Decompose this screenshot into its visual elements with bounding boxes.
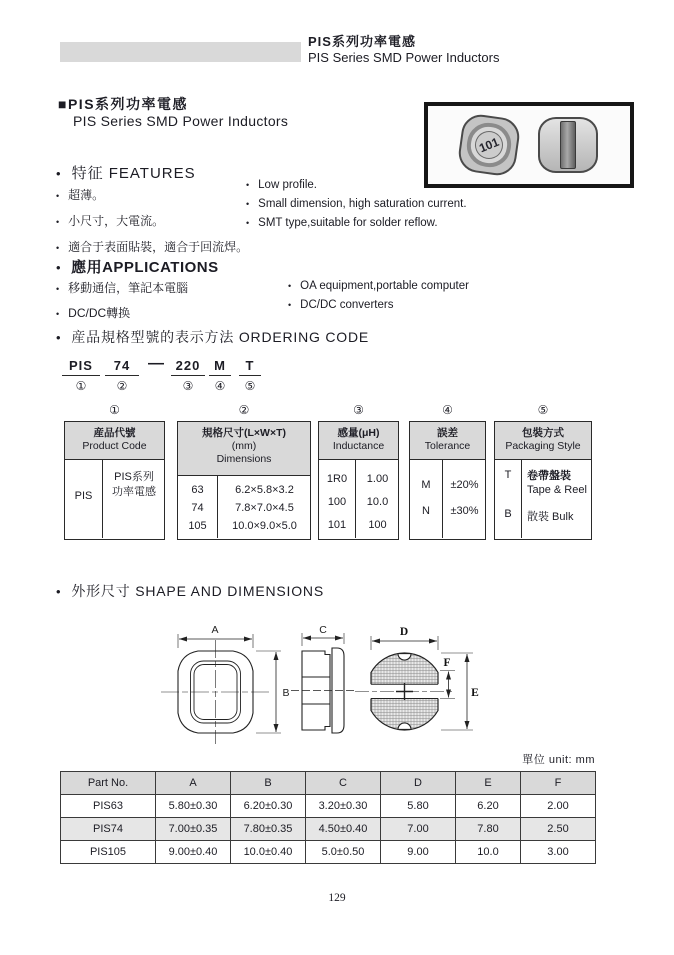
table-cell: 5.80 [381,795,456,818]
circled-number: ⑤ [244,379,256,393]
page-number: 129 [328,892,346,904]
table-cell: 1.00 10.0 100 [366,473,389,531]
table-cell: Part No. [61,772,156,795]
table-cell: F [521,772,596,795]
table-cell: 6.20±0.30 [231,795,306,818]
table-cell: 9.00 [381,841,456,864]
circled-number: ④ [442,403,453,417]
bullet-icon: • [246,218,250,228]
circled-number: ⑤ [537,403,549,417]
table-cell: 2.50 [521,818,596,841]
table-cell: 10.0 [456,841,521,864]
bullet-icon: • [56,584,62,599]
bullet-icon: • [56,309,60,319]
features-list-zh [56,186,248,264]
applications-list-en [288,280,469,318]
bullet-icon: • [288,300,292,310]
doc-title-en: PIS Series SMD Power Inductors [308,50,500,65]
list-item: • 小尺寸，大電流。 [56,214,165,228]
table-row [61,795,596,818]
list-item: • OA equipment,portable computer [288,280,469,292]
unit-label: 單位 unit: mm [522,754,595,766]
bullet-icon: • [56,284,60,294]
bullet-icon: • [56,260,62,275]
list-item: • DC/DC converters [288,299,394,311]
table-cell: 7.80 [456,818,521,841]
top-view-drawing [161,634,281,744]
applications-list-zh [56,279,188,329]
table-header-row [61,772,596,795]
table-cell: B [504,508,512,520]
header-gray-bar [60,42,301,62]
table-cell: 散裝 Bulk [527,511,574,523]
inductor-electrode-stripe [560,121,576,169]
circled-number: ② [238,403,250,417]
circled-number: ① [109,403,120,417]
ordering-code-part: T ⑤ [239,358,261,393]
shape-dimensions-heading: • 外形尺寸 SHAPE AND DIMENSIONS [56,583,324,599]
table-cell: 3.00 [521,841,596,864]
side-view-drawing [291,633,354,733]
table-cell: A [156,772,231,795]
ordering-code-part: M ④ [209,358,231,393]
section-title-en: PIS Series SMD Power Inductors [73,113,289,129]
inductance-table [318,421,399,540]
table-cell: T [504,469,512,481]
table-header: 感量(μH) Inductance [319,422,398,460]
bullet-icon: • [56,330,62,345]
technical-drawing [95,612,595,764]
doc-header [308,34,499,66]
table-cell: PIS74 [61,818,156,841]
list-item: • Low profile. [246,179,317,191]
dim-label-e: E [471,687,479,699]
dimensions-code-table [177,421,311,540]
table-cell: 63 74 105 [188,484,207,532]
inductor-top-view-photo [456,112,522,178]
section-title [58,96,288,130]
square-marker-icon: ■ [58,96,68,112]
circled-number: ② [116,379,128,393]
table-row [61,818,596,841]
ordering-code-part: 220 ③ [171,358,205,393]
table-cell: 7.00 [381,818,456,841]
table-header: 誤差 Tolerance [410,422,485,460]
dim-label-c: C [319,624,327,636]
table-row [61,841,596,864]
table-cell: C [306,772,381,795]
table-cell: PIS [74,490,93,502]
table-cell: 4.50±0.40 [306,818,381,841]
ordering-code-part: 74 ② [105,358,139,393]
table-cell: PIS系列 功率電感 [112,471,156,498]
table-cell: PIS63 [61,795,156,818]
product-code-table [64,421,165,540]
ordering-code-dash: — [148,355,164,372]
table-cell: 6.2×5.8×3.2 7.8×7.0×4.5 10.0×9.0×5.0 [232,484,297,532]
bullet-icon: • [288,281,292,291]
list-item: • DC/DC轉换 [56,306,131,320]
table-cell: 1R0 100 101 [326,473,348,531]
list-item: • 移動通信，筆記本電腦 [56,281,189,295]
table-cell: 9.00±0.40 [156,841,231,864]
bullet-icon: • [246,199,250,209]
inductor-marking: 101 [471,127,507,163]
bullet-icon: • [56,243,60,253]
table-cell: PIS105 [61,841,156,864]
doc-title-zh: PIS系列功率電感 [308,34,416,49]
list-item: • Small dimension, high saturation current. [246,198,467,210]
table-cell: 10.0±0.40 [231,841,306,864]
list-item: • 超薄。 [56,188,105,202]
packaging-table [494,421,592,540]
applications-heading: • 應用APPLICATIONS [56,259,219,276]
dim-label-b: B [282,687,290,699]
product-photo [424,102,634,188]
dim-label-a: A [211,624,219,636]
table-cell: M N [421,479,431,517]
table-cell: 3.20±0.30 [306,795,381,818]
table-cell: B [231,772,306,795]
bottom-view-drawing [355,636,473,730]
features-list-en [246,179,467,236]
bullet-icon: • [246,180,250,190]
table-cell: 7.00±0.35 [156,818,231,841]
bullet-icon: • [56,191,60,201]
list-item: • 適合于表面貼裝，適合于回流焊。 [56,240,249,254]
table-header: 包裝方式 Packaging Style [495,422,591,460]
bullet-icon: • [56,166,62,181]
dimensions-table [60,771,596,864]
table-cell: 卷帶盤裝 Tape & Reel [527,470,587,496]
inductor-bottom-view-photo [538,117,598,173]
table-cell: 5.80±0.30 [156,795,231,818]
dim-label-d: D [399,626,409,638]
circled-number: ③ [182,379,194,393]
table-cell: 2.00 [521,795,596,818]
features-heading: • 特征 FEATURES [56,165,196,182]
ordering-code-part: PIS ① [62,358,100,393]
section-title-zh: ■PIS系列功率電感 [58,96,189,112]
bullet-icon: • [56,217,60,227]
table-cell: 7.80±0.35 [231,818,306,841]
tolerance-table [409,421,486,540]
list-item: • SMT type,suitable for solder reflow. [246,217,438,229]
table-cell: E [456,772,521,795]
circled-number: ③ [353,403,364,417]
circled-number: ④ [214,379,226,393]
table-header: 産品代號 Product Code [65,422,164,460]
table-header: 規格尺寸(L×W×T) (mm) Dimensions [178,422,310,476]
circled-number: ① [75,379,87,393]
table-cell: ±20% ±30% [450,479,479,517]
dim-label-f: F [443,657,451,669]
table-cell: 6.20 [456,795,521,818]
table-cell: 5.0±0.50 [306,841,381,864]
table-cell: D [381,772,456,795]
ordering-code-heading: • 産品規格型號的表示方法 ORDERING CODE [56,329,370,345]
